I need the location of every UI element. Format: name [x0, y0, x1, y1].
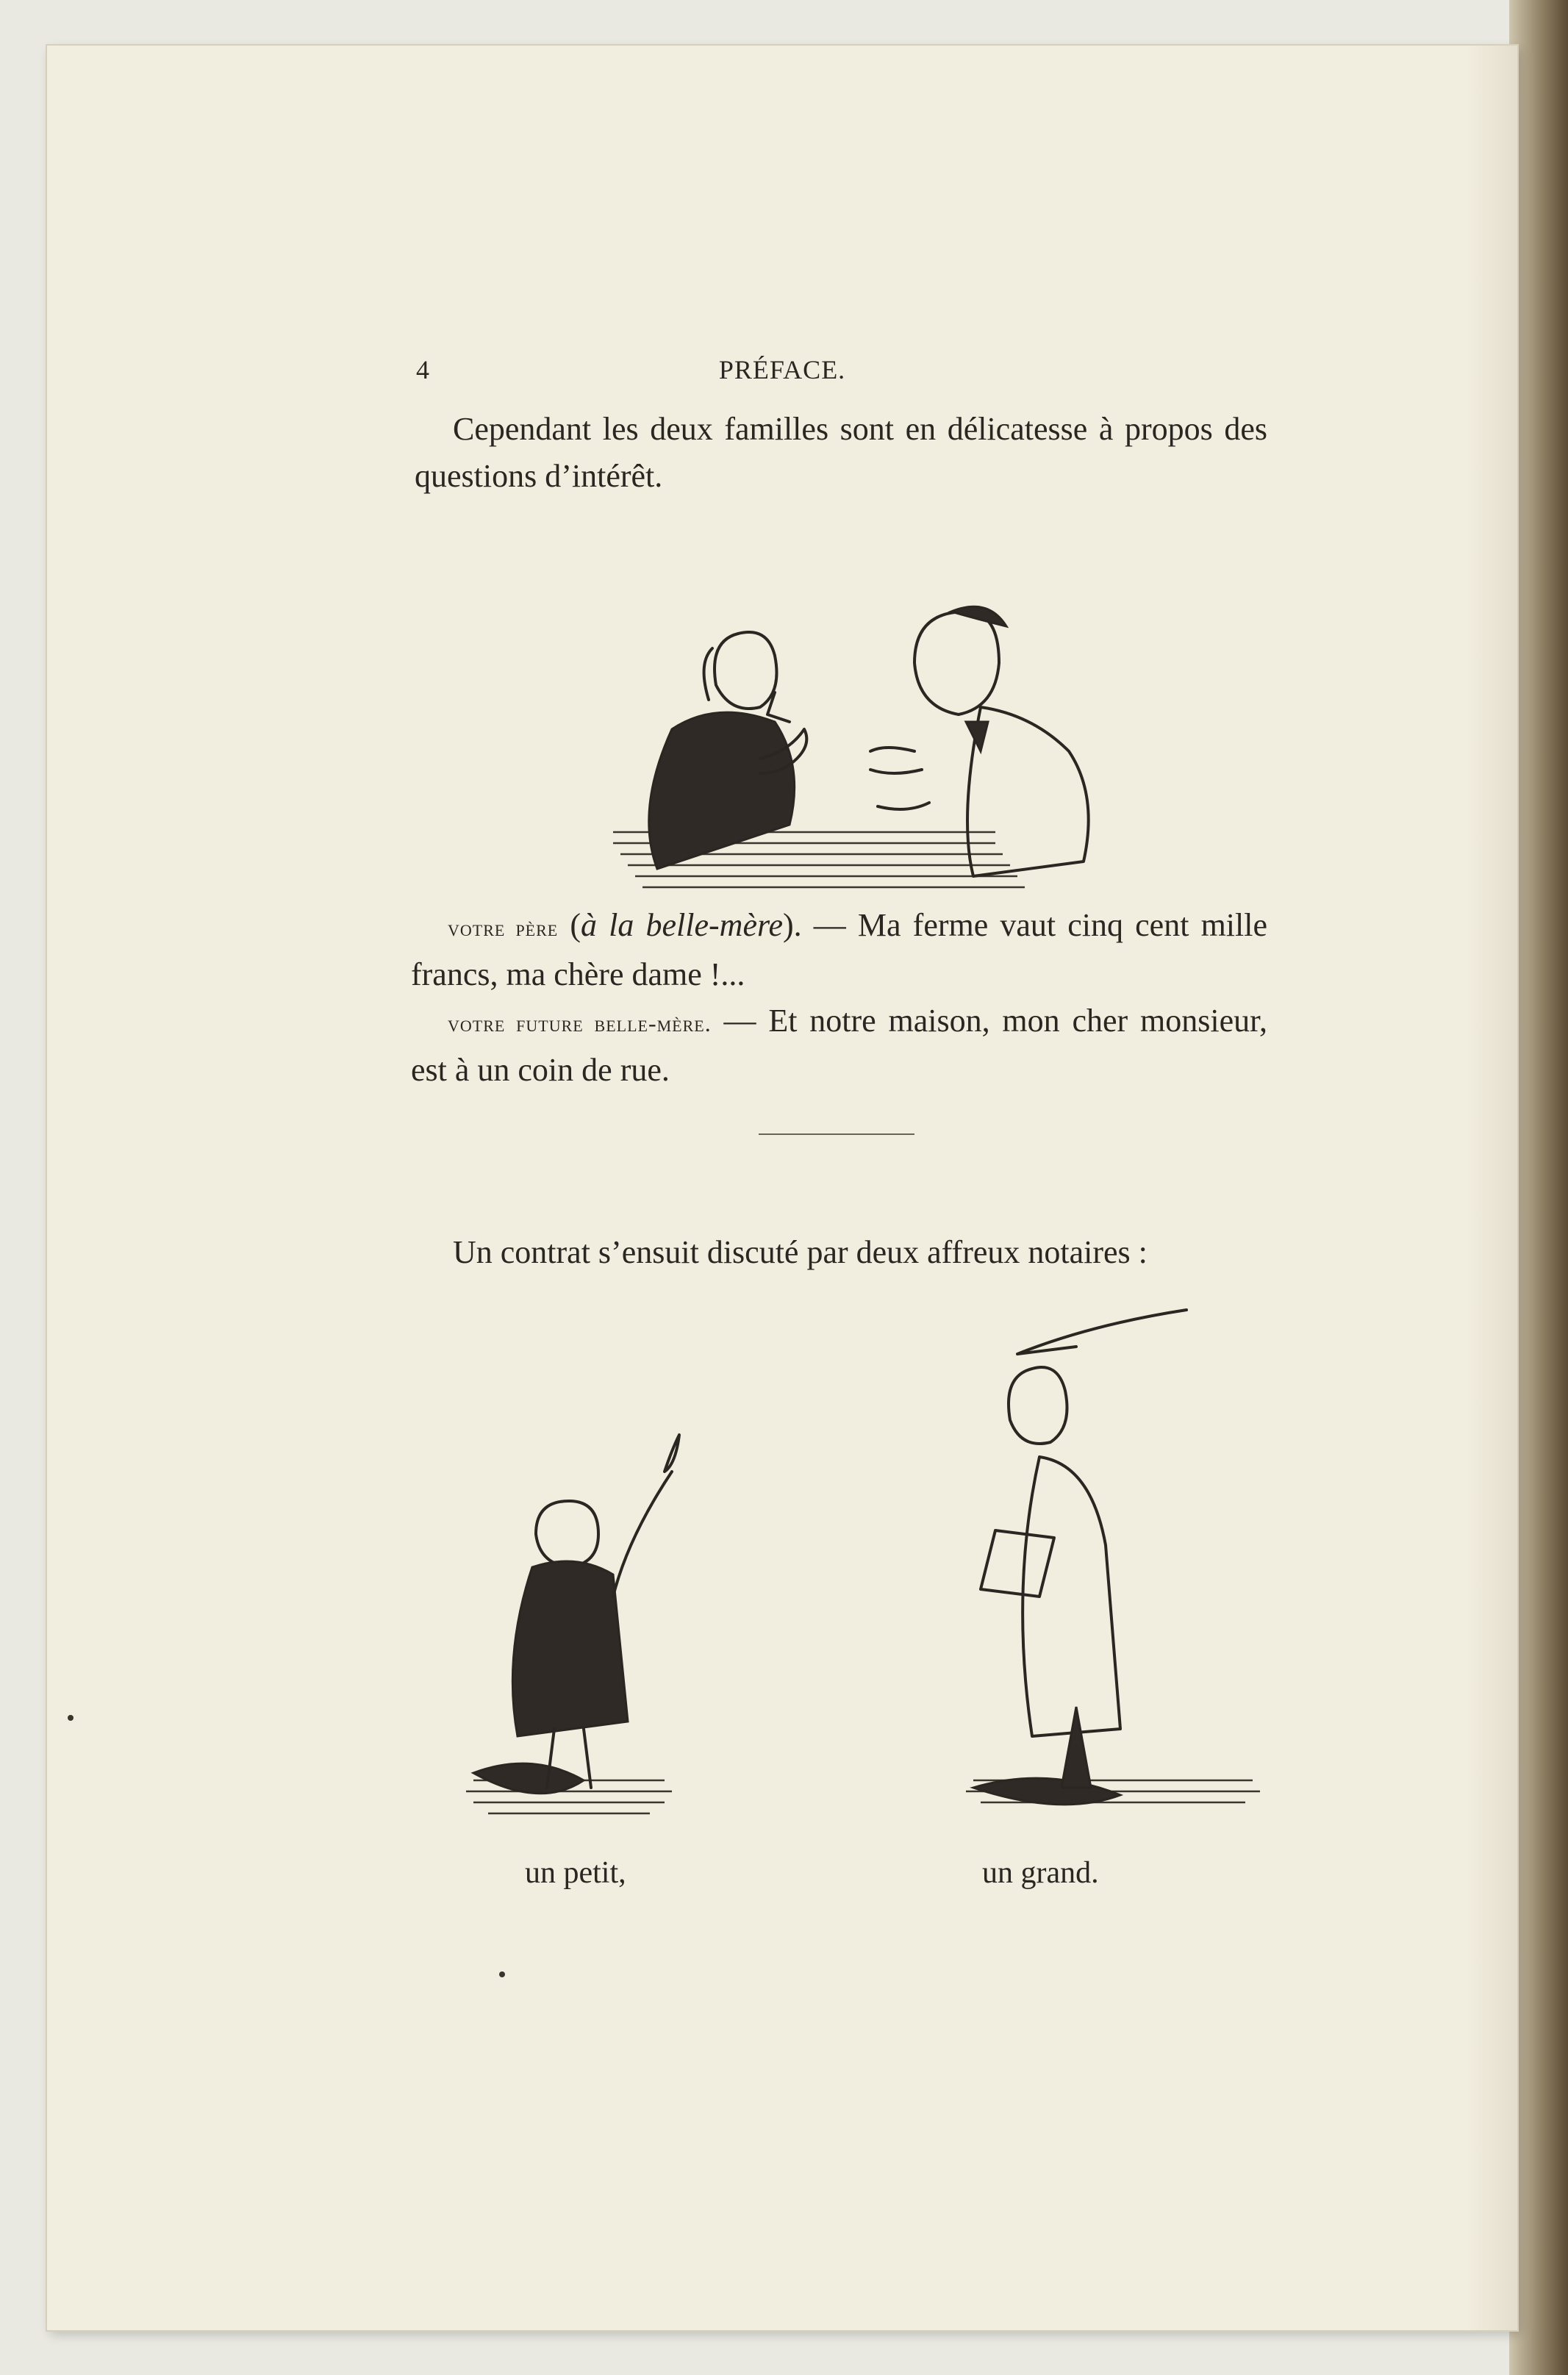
paragraph-intro: Cependant les deux familles sont en délicatesse à propos des questions d’intérêt.	[415, 411, 1267, 494]
aside-open: (	[570, 907, 581, 943]
woman-figure	[649, 632, 807, 869]
margin-speck	[68, 1715, 74, 1721]
tall-notary-head	[1009, 1367, 1067, 1444]
stage-direction: à la belle-mère	[581, 907, 783, 943]
book-page	[47, 46, 1517, 2330]
quill-feather	[665, 1435, 679, 1472]
shadow-blob-right	[973, 1778, 1120, 1805]
mother-in-law-speech: — Et notre maison, mon cher monsieur, est à un coin de rue.	[411, 1003, 1267, 1088]
tall-notary-legs	[1062, 1707, 1091, 1788]
illustration-conversation	[584, 590, 1172, 906]
man-figure	[870, 606, 1089, 876]
page-number: 4	[416, 355, 429, 384]
caption-tall: un grand.	[982, 1856, 1099, 1890]
short-notary-coat	[512, 1561, 628, 1736]
dialogue-line-2	[411, 997, 1267, 1094]
shadow-blob	[473, 1763, 584, 1794]
illustration-short-notary	[459, 1413, 738, 1839]
hat-and-plume	[1017, 1310, 1186, 1354]
dialogue-line-1	[411, 902, 1267, 998]
speaker-mother-in-law: votre future belle-mère.	[448, 1010, 712, 1036]
father-speech: — Ma ferme vaut cinq cent mille francs, ma chère dame !...	[411, 907, 1267, 992]
caption-short: un petit,	[525, 1856, 626, 1890]
running-head: PRÉFACE.	[718, 355, 846, 384]
paragraph-contract: Un contrat s’ensuit discuté par deux affreux notaires :	[453, 1234, 1148, 1270]
ink-speck	[499, 1971, 505, 1977]
short-notary-head	[536, 1501, 598, 1567]
paper	[981, 1530, 1054, 1597]
aside-close: ).	[783, 907, 802, 943]
section-divider	[759, 1133, 914, 1135]
illustration-tall-notary	[929, 1295, 1267, 1839]
page-edge-shadow	[1466, 46, 1517, 2330]
speaker-father: votre père	[448, 914, 559, 941]
book-edge-backdrop	[1509, 0, 1568, 2375]
quill	[613, 1472, 672, 1597]
